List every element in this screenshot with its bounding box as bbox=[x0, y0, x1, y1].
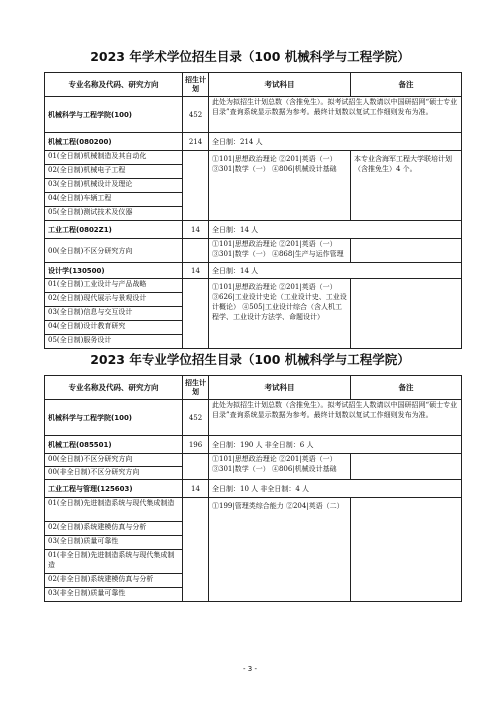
major-row bbox=[45, 436, 462, 454]
exam-subjects: ①101|思想政治理论 ②201|英语（一）③301|数学（一） ④806|机械设计基础 bbox=[209, 151, 351, 221]
direction-item: 00(全日制)不区分研究方向 bbox=[45, 454, 183, 467]
college-row bbox=[45, 97, 462, 133]
major-row bbox=[45, 263, 462, 279]
direction-row bbox=[45, 239, 462, 263]
header-quota: 招生计划 bbox=[183, 376, 209, 400]
direction-row bbox=[45, 279, 462, 293]
direction-item: 02(全日制)现代展示与景观设计 bbox=[45, 293, 183, 307]
exam-subjects: ①199|管理类综合能力 ②204|英语（二） bbox=[209, 498, 351, 602]
header-exam: 考试科目 bbox=[209, 73, 351, 97]
college-quota: 452 bbox=[183, 400, 209, 436]
college-name: 机械科学与工程学院(100) bbox=[45, 97, 183, 133]
exam-subjects: ①101|思想政治理论 ②201|英语（一）③626|工业设计史论（工业设计史、工业设计概论） ④505|工业设计综合（含人机工程学、工业设计方法学、命题设计） bbox=[209, 279, 351, 349]
major-plan: 全日制：10 人 非全日制：4 人 bbox=[209, 480, 462, 498]
academic-catalog-table bbox=[44, 72, 462, 349]
header-quota: 招生计划 bbox=[183, 73, 209, 97]
direction-item: 02(全日制)机械电子工程 bbox=[45, 165, 183, 179]
major-plan: 全日制：214 人 bbox=[209, 133, 462, 151]
major-row bbox=[45, 480, 462, 498]
major-row bbox=[45, 133, 462, 151]
college-quota: 452 bbox=[183, 97, 209, 133]
major-quota: 196 bbox=[183, 436, 209, 454]
major-name: 机械工程(080200) bbox=[45, 133, 183, 151]
header-note: 备注 bbox=[351, 73, 462, 97]
professional-catalog-table bbox=[44, 375, 462, 602]
direction-item: 04(全日制)车辆工程 bbox=[45, 193, 183, 207]
direction-item: 05(全日制)测试技术及仪器 bbox=[45, 207, 183, 221]
direction-item: 03(全日制)质量可靠性 bbox=[45, 536, 183, 550]
major-quota: 214 bbox=[183, 133, 209, 151]
major-row bbox=[45, 221, 462, 239]
major-name: 设计学(130500) bbox=[45, 263, 183, 279]
college-note: 此处为拟招生计划总数（含推免生）。拟考试招生人数请以中国研招网“硕士专业目录”查询系统显示数据为参考。最终计划数以复试工作细则发布为准。 bbox=[209, 97, 462, 133]
table-header-row bbox=[45, 376, 462, 400]
direction-item: 03(全日制)信息与交互设计 bbox=[45, 307, 183, 321]
major-note: 本专业含海军工程大学联培计划（含推免生）4 个。 bbox=[351, 151, 462, 221]
major-quota: 14 bbox=[183, 263, 209, 279]
college-note: 此处为拟招生计划总数（含推免生）。拟考试招生人数请以中国研招网“硕士专业目录”查询系统显示数据为参考。最终计划数以复试工作细则发布为准。 bbox=[209, 400, 462, 436]
direction-item: 05(全日制)服务设计 bbox=[45, 335, 183, 349]
direction-item: 01(非全日制)先进制造系统与现代集成制造 bbox=[45, 550, 183, 574]
header-exam: 考试科目 bbox=[209, 376, 351, 400]
direction-item: 02(非全日制)系统建模仿真与分析 bbox=[45, 574, 183, 588]
major-plan: 全日制：190 人 非全日制：6 人 bbox=[209, 436, 462, 454]
major-plan: 全日制：14 人 bbox=[209, 221, 462, 239]
direction-item: 00(全日制)不区分研究方向 bbox=[45, 239, 183, 263]
header-major: 专业名称及代码、研究方向 bbox=[45, 73, 183, 97]
major-quota: 14 bbox=[183, 221, 209, 239]
major-name: 工业工程(0802Z1) bbox=[45, 221, 183, 239]
direction-item: 02(全日制)系统建模仿真与分析 bbox=[45, 522, 183, 536]
major-name: 工业工程与管理(125603) bbox=[45, 480, 183, 498]
professional-title: 2023 年专业学位招生目录（100 机械科学与工程学院） bbox=[90, 352, 410, 367]
direction-row bbox=[45, 151, 462, 165]
header-note: 备注 bbox=[351, 376, 462, 400]
header-major: 专业名称及代码、研究方向 bbox=[45, 376, 183, 400]
direction-item: 04(全日制)设计教育研究 bbox=[45, 321, 183, 335]
direction-item: 03(全日制)机械设计及理论 bbox=[45, 179, 183, 193]
exam-subjects: ①101|思想政治理论 ②201|英语（一）③301|数学（一） ④806|机械设计基础 bbox=[209, 454, 351, 480]
direction-item: 00(非全日制)不区分研究方向 bbox=[45, 467, 183, 480]
major-quota: 14 bbox=[183, 480, 209, 498]
direction-row bbox=[45, 454, 462, 467]
direction-item: 03(非全日制)质量可靠性 bbox=[45, 588, 183, 602]
academic-title: 2023 年学术学位招生目录（100 机械科学与工程学院） bbox=[90, 49, 410, 64]
college-row bbox=[45, 400, 462, 436]
major-plan: 全日制：14 人 bbox=[209, 263, 462, 279]
exam-subjects: ①101|思想政治理论 ②201|英语（一）③301|数学（一） ④868|生产与运作管理 bbox=[209, 239, 351, 263]
major-name: 机械工程(085501) bbox=[45, 436, 183, 454]
direction-row bbox=[45, 498, 462, 522]
direction-item: 01(全日制)工业设计与产品战略 bbox=[45, 279, 183, 293]
page-number: - 3 - bbox=[243, 665, 257, 673]
direction-item: 01(全日制)机械制造及其自动化 bbox=[45, 151, 183, 165]
college-name: 机械科学与工程学院(100) bbox=[45, 400, 183, 436]
direction-item: 01(全日制)先进制造系统与现代集成制造 bbox=[45, 498, 183, 522]
table-header-row bbox=[45, 73, 462, 97]
